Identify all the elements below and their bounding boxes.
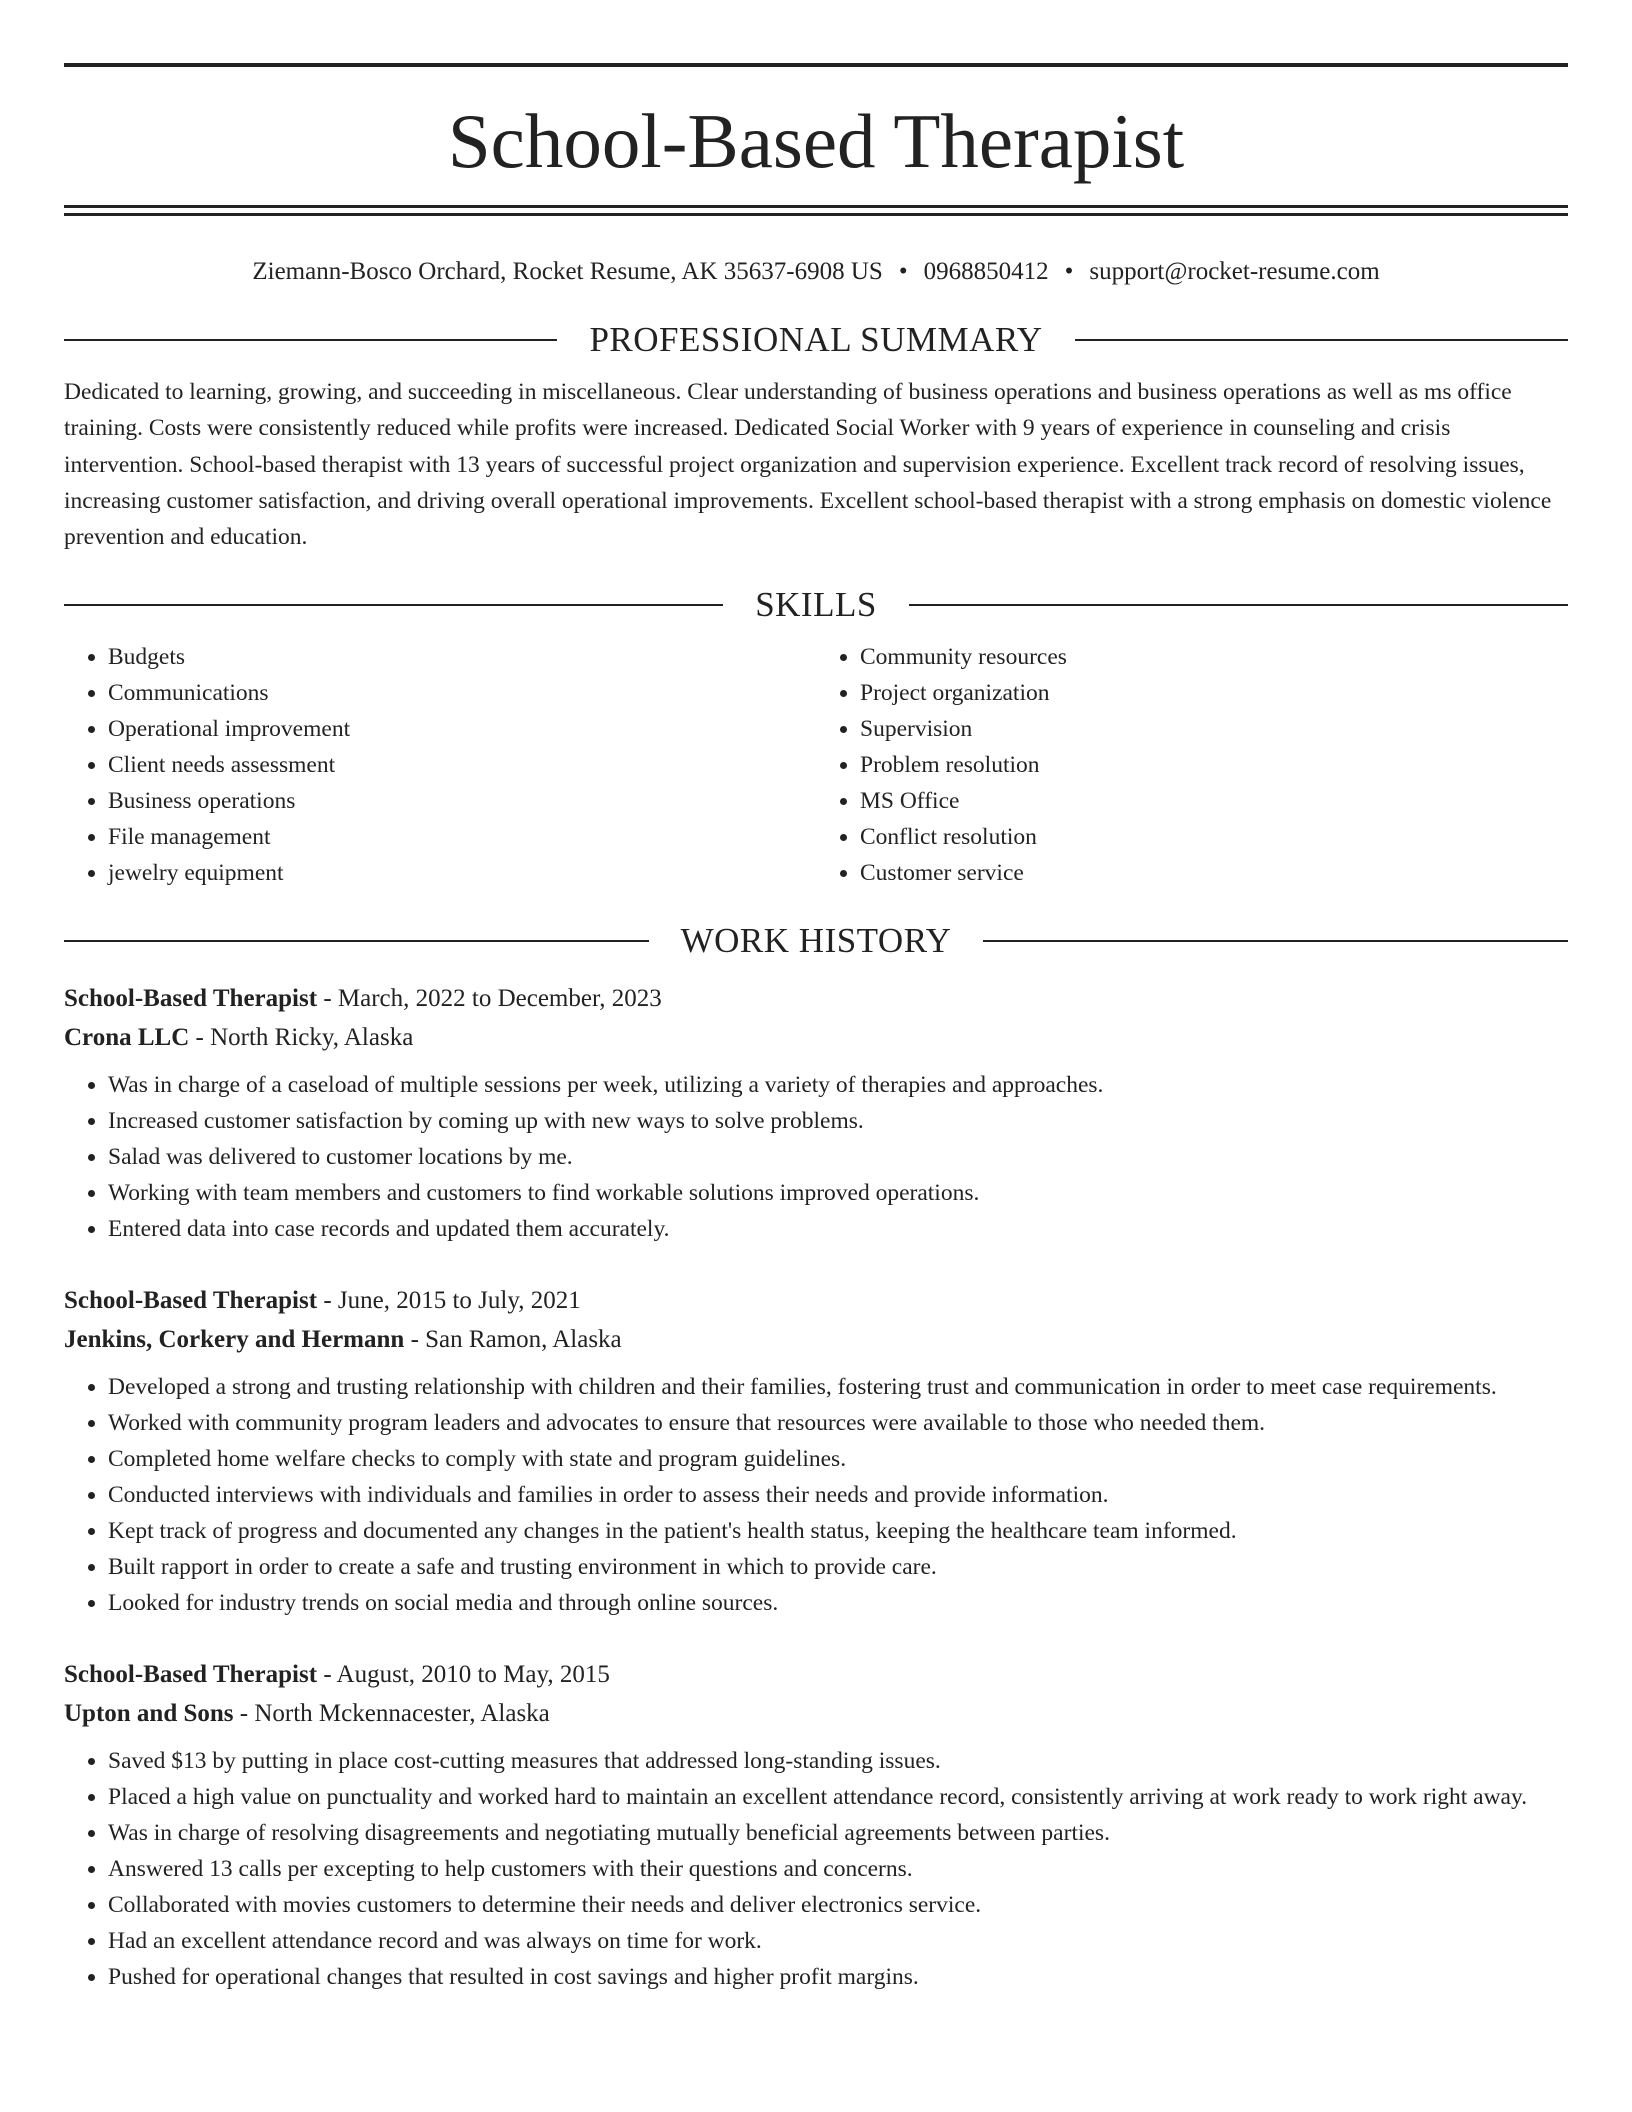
- job-bullet: • Answered 13 calls per excepting to help customers with their questions and concerns.: [108, 1851, 1568, 1887]
- job-bullet: • Had an excellent attendance record and was always on time for work.: [108, 1923, 1568, 1959]
- job-dates: - June, 2015 to July, 2021: [317, 1287, 581, 1315]
- job-bullet: • Completed home welfare checks to comply with state and program guidelines.: [108, 1441, 1568, 1477]
- skills-column-left: [64, 639, 816, 891]
- job-title: School-Based Therapist: [64, 1287, 318, 1315]
- job-bullet: • Placed a high value on punctuality and worked hard to maintain an excellent attendance record, consistently arriving at work ready to work right away.: [108, 1779, 1568, 1815]
- skills-column-right: [816, 639, 1568, 891]
- job-company-line: [64, 1320, 1568, 1359]
- job-bullet: • Working with team members and customers to find workable solutions improved operations.: [108, 1175, 1568, 1211]
- job-company: Upton and Sons: [64, 1700, 234, 1728]
- top-rule: [64, 63, 1568, 67]
- heading-rule-left: [64, 339, 557, 341]
- skills-heading: SKILLS: [755, 585, 877, 625]
- heading-rule-left: [64, 604, 723, 606]
- job-bullet: • Looked for industry trends on social media and through online sources.: [108, 1585, 1568, 1621]
- skills-heading-row: [64, 583, 1568, 627]
- job-company: Jenkins, Corkery and Hermann: [64, 1326, 405, 1354]
- contact-separator: •: [898, 258, 908, 285]
- skill-item: • Budgets: [108, 639, 816, 675]
- job-title-line: [64, 979, 1568, 1018]
- job-bullet: • Entered data into case records and updated them accurately.: [108, 1211, 1568, 1247]
- summary-text: Dedicated to learning, growing, and succeeding in miscellaneous. Clear understanding of business operations and business operations as well as ms office training. Costs were consistently reduced while profits were increased. Dedicated Social Worker with 9 years of experience in counseling and crisis intervention. School-based therapist with 13 years of successful project organization and supervision experience. Excellent track record of resolving issues, increasing customer satisfaction, and driving overall operational improvements. Excellent school-based therapist with a strong emphasis on domestic violence prevention and education.: [64, 379, 1552, 551]
- job-bullet: • Kept track of progress and documented any changes in the patient's health status, keeping the healthcare team informed.: [108, 1513, 1568, 1549]
- job-location: - North Ricky, Alaska: [189, 1024, 414, 1052]
- contact-email: support@rocket-resume.com: [1089, 258, 1380, 285]
- job-bullets: [64, 1067, 1568, 1247]
- summary-heading: PROFESSIONAL SUMMARY: [589, 320, 1043, 359]
- job-company-line: [64, 1018, 1568, 1057]
- job-bullet: • Worked with community program leaders and advocates to ensure that resources were available to those who needed them.: [108, 1405, 1568, 1441]
- skill-item: • Operational improvement: [108, 711, 816, 747]
- job-company: Crona LLC: [64, 1024, 190, 1052]
- heading-rule-right: [983, 940, 1568, 942]
- job-bullets: [64, 1743, 1568, 1995]
- contact-address: Ziemann-Bosco Orchard, Rocket Resume, AK 35637-6908 US: [252, 258, 883, 285]
- work-heading: WORK HISTORY: [680, 921, 952, 961]
- skill-item: • Client needs assessment: [108, 747, 816, 783]
- job-bullet: • Was in charge of a caseload of multiple sessions per week, utilizing a variety of therapies and approaches.: [108, 1067, 1568, 1103]
- skill-item: • Supervision: [860, 711, 1568, 747]
- job-bullet: • Saved $13 by putting in place cost-cutting measures that addressed long-standing issues.: [108, 1743, 1568, 1779]
- page-title: School-Based Therapist: [447, 98, 1185, 184]
- job-dates: - March, 2022 to December, 2023: [317, 985, 662, 1013]
- heading-rule-right: [1075, 339, 1568, 341]
- job-bullet: • Pushed for operational changes that resulted in cost savings and higher profit margins.: [108, 1959, 1568, 1995]
- skill-item: • Communications: [108, 675, 816, 711]
- job-bullet: • Developed a strong and trusting relationship with children and their families, fostering trust and communication in order to meet case requirements.: [108, 1369, 1568, 1405]
- title-double-rule: [64, 205, 1568, 216]
- job-bullet: • Built rapport in order to create a safe and trusting environment in which to provide care.: [108, 1549, 1568, 1585]
- job-title: School-Based Therapist: [64, 1661, 318, 1689]
- job-entry: [64, 979, 1568, 1247]
- job-title-line: [64, 1281, 1568, 1320]
- skill-item: • Customer service: [860, 855, 1568, 891]
- heading-rule-right: [909, 604, 1568, 606]
- job-entry: [64, 1281, 1568, 1621]
- job-location: - North Mckennacester, Alaska: [233, 1700, 550, 1728]
- job-location: - San Ramon, Alaska: [404, 1326, 622, 1354]
- skill-item: • Business operations: [108, 783, 816, 819]
- skill-item: • Conflict resolution: [860, 819, 1568, 855]
- job-bullet: • Salad was delivered to customer locations by me.: [108, 1139, 1568, 1175]
- contact-line: [64, 254, 1568, 290]
- skill-item: • File management: [108, 819, 816, 855]
- resume-page: [64, 0, 1568, 1995]
- skill-item: • jewelry equipment: [108, 855, 816, 891]
- job-bullet: • Increased customer satisfaction by coming up with new ways to solve problems.: [108, 1103, 1568, 1139]
- skill-item: • Problem resolution: [860, 747, 1568, 783]
- skill-item: • Project organization: [860, 675, 1568, 711]
- contact-phone: 0968850412: [923, 258, 1049, 285]
- job-dates: - August, 2010 to May, 2015: [317, 1661, 610, 1689]
- skill-item: • Community resources: [860, 639, 1568, 675]
- job-bullet: • Collaborated with movies customers to determine their needs and deliver electronics service.: [108, 1887, 1568, 1923]
- heading-rule-left: [64, 940, 649, 942]
- contact-separator: •: [1064, 258, 1074, 285]
- work-heading-row: [64, 919, 1568, 963]
- skills-list: [64, 639, 1568, 891]
- summary-heading-row: [64, 318, 1568, 362]
- skill-item: • MS Office: [860, 783, 1568, 819]
- job-title-line: [64, 1655, 1568, 1694]
- job-entry: [64, 1655, 1568, 1995]
- job-company-line: [64, 1694, 1568, 1733]
- job-bullets: [64, 1369, 1568, 1621]
- job-bullet: • Conducted interviews with individuals and families in order to assess their needs and provide information.: [108, 1477, 1568, 1513]
- job-bullet: • Was in charge of resolving disagreements and negotiating mutually beneficial agreements between parties.: [108, 1815, 1568, 1851]
- job-title: School-Based Therapist: [64, 985, 318, 1013]
